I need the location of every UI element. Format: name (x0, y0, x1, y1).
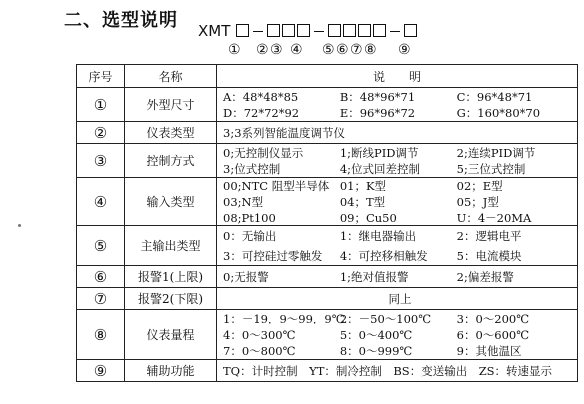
desc-item: 4：0～300℃ (223, 327, 296, 342)
desc-item: 05；J型 (456, 194, 499, 209)
desc-item: G：160*80*70 (456, 105, 541, 120)
row-no: ⑤ (77, 226, 125, 266)
table-row (77, 88, 578, 122)
row-name: 辅助功能 (125, 360, 217, 382)
table-row (77, 144, 578, 178)
desc-item: 2;偏差报警 (456, 269, 514, 284)
table-row (77, 360, 578, 382)
desc-item: 01；K型 (339, 178, 387, 193)
desc-item: 1：－19．9～99．9℃ (223, 311, 345, 326)
row-no: ⑧ (77, 310, 125, 360)
desc-item: 2;连续PID调节 (456, 145, 536, 160)
row-name: 报警2(下限) (125, 288, 217, 310)
desc-item: 5：0～400℃ (339, 327, 413, 342)
row-no: ② (77, 122, 125, 144)
row-desc (217, 88, 578, 122)
code-dash (253, 31, 263, 32)
code-box (373, 24, 386, 37)
desc-item: 6：0～600℃ (456, 327, 530, 342)
row-desc: 同上 (217, 288, 578, 310)
table-row (77, 288, 578, 310)
row-no: ⑦ (77, 288, 125, 310)
header-desc: 说 明 (217, 65, 578, 88)
code-box (328, 24, 341, 37)
row-desc (217, 144, 578, 178)
desc-item: B：48*96*71 (339, 89, 416, 104)
code-number: ① (228, 42, 241, 58)
table-row (77, 226, 578, 266)
desc-item: 0：无输出 (223, 228, 277, 243)
row-no: ⑨ (77, 360, 125, 382)
desc-item: 3：0～200℃ (456, 311, 530, 326)
desc-item: 04；T型 (339, 194, 386, 209)
row-desc: 3;3系列智能温度调节仪 (217, 122, 578, 144)
code-number: ⑧ (364, 42, 377, 58)
desc-item: 5;三位式控制 (456, 161, 526, 176)
desc-item: 00;NTC 阻型半导体 (223, 178, 330, 193)
row-desc: TQ：计时控制 YT：制冷控制 BS：变送输出 ZS：转速显示 (217, 360, 578, 382)
desc-item: 08;Pt100 (223, 210, 276, 225)
model-code-numbers (0, 42, 584, 60)
code-box (282, 24, 295, 37)
desc-item: 7：0～800℃ (223, 343, 296, 358)
desc-item: 0;无控制仪显示 (223, 145, 304, 160)
selection-table (76, 64, 578, 382)
code-number: ③ (270, 42, 283, 58)
desc-item: C：96*48*71 (456, 89, 533, 104)
header-name: 名称 (125, 65, 217, 88)
desc-item: 09；Cu50 (339, 210, 397, 225)
code-box (343, 24, 356, 37)
desc-item: 2：－50～100℃ (339, 311, 432, 326)
header-no: 序号 (77, 65, 125, 88)
desc-item: 2：逻辑电平 (456, 228, 522, 243)
code-box (297, 24, 310, 37)
desc-item: 1;断线PID调节 (339, 145, 419, 160)
code-number: ⑤ (322, 42, 335, 58)
code-number: ⑦ (350, 42, 363, 58)
row-name: 主输出类型 (125, 226, 217, 266)
desc-item: U：4－20MA (456, 210, 532, 225)
desc-item: E：96*96*72 (339, 105, 416, 120)
row-no: ⑥ (77, 266, 125, 288)
table-header-row (77, 65, 578, 88)
code-box (236, 24, 249, 37)
code-box (267, 24, 280, 37)
table-row (77, 266, 578, 288)
row-desc (217, 178, 578, 226)
code-number: ⑥ (336, 42, 349, 58)
desc-item: 4;位式回差控制 (339, 161, 421, 176)
code-number: ④ (290, 42, 303, 58)
code-dash (390, 31, 400, 32)
row-name: 控制方式 (125, 144, 217, 178)
code-number: ② (256, 42, 269, 58)
row-name: 输入类型 (125, 178, 217, 226)
desc-item: 1：继电器输出 (339, 228, 417, 243)
table-row (77, 310, 578, 360)
table-row (77, 122, 578, 144)
row-name: 仪表量程 (125, 310, 217, 360)
row-no: ④ (77, 178, 125, 226)
section-heading: 二、选型说明 (64, 10, 178, 31)
code-number: ⑨ (398, 42, 411, 58)
row-desc (217, 310, 578, 360)
desc-item: 02；E型 (456, 178, 503, 193)
row-name: 仪表类型 (125, 122, 217, 144)
row-name: 外型尺寸 (125, 88, 217, 122)
row-desc (217, 266, 578, 288)
desc-item: 3;位式控制 (223, 161, 281, 176)
desc-item: 0;无报警 (223, 269, 269, 284)
desc-item: 4：可控移相触发 (339, 248, 428, 263)
desc-item: 5：电流模块 (456, 248, 522, 263)
desc-item: 8：0～999℃ (339, 343, 413, 358)
row-no: ① (77, 88, 125, 122)
row-name: 报警1(上限) (125, 266, 217, 288)
desc-item: 03;N型 (223, 194, 264, 209)
scan-dot (18, 224, 21, 227)
row-desc (217, 226, 578, 266)
model-prefix: XMT (198, 22, 231, 40)
desc-item: 9：其他温区 (456, 343, 522, 358)
row-no: ③ (77, 144, 125, 178)
code-dash (314, 31, 324, 32)
desc-item: A：48*48*85 (223, 89, 299, 104)
desc-item: 1;绝对值报警 (339, 269, 409, 284)
desc-item: D：72*72*92 (223, 105, 300, 120)
code-box (404, 24, 417, 37)
desc-item: 3：可控硅过零触发 (223, 248, 323, 263)
table-row (77, 178, 578, 226)
model-code (198, 22, 418, 40)
code-box (358, 24, 371, 37)
